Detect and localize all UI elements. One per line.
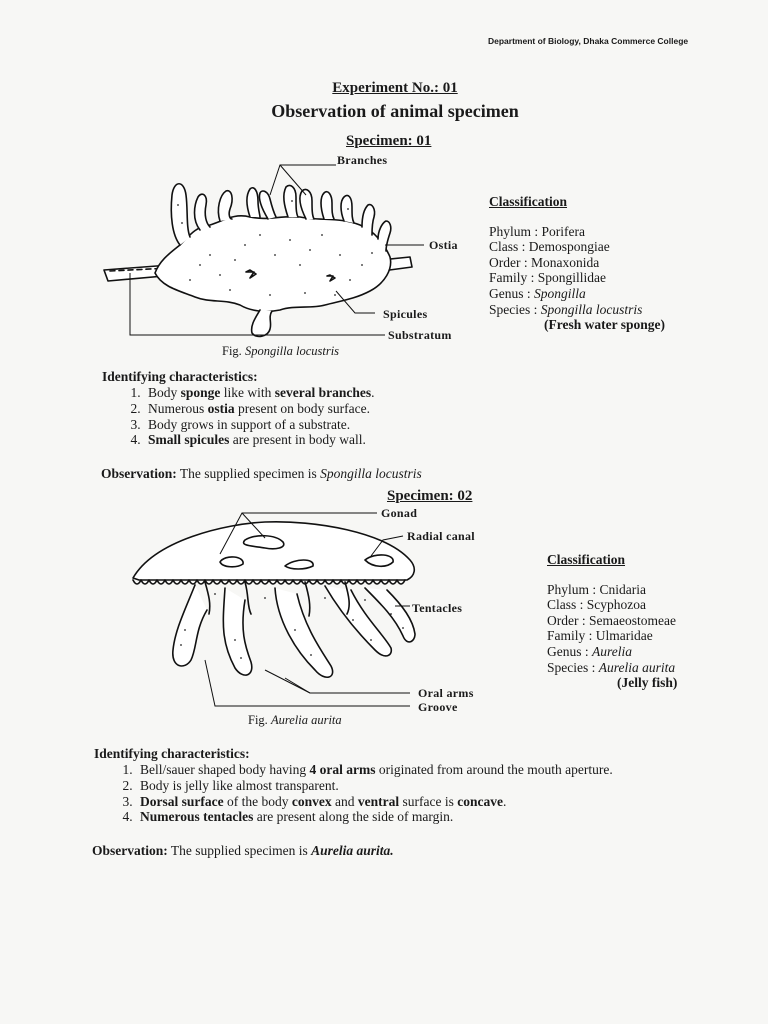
list-item: 2. Numerous ostia present on body surface.: [144, 401, 375, 417]
department-header: Department of Biology, Dhaka Commerce College: [488, 36, 689, 46]
common-name-1: (Fresh water sponge): [544, 317, 665, 333]
identifying-2-list: [94, 762, 613, 825]
identifying-1-heading: Identifying characteristics:: [102, 369, 258, 384]
species-2: Species : Aurelia aurita: [547, 659, 676, 675]
label-tentacles: Tentacles: [412, 601, 463, 615]
label-radial-canal: Radial canal: [407, 529, 475, 543]
family-2: Family : Ulmaridae: [547, 628, 653, 644]
list-item: 4. Small spicules are present in body wall.: [144, 432, 375, 448]
page-title: Observation of animal specimen: [271, 101, 519, 121]
classification-1: [489, 194, 665, 333]
figure-1-caption: Fig. Spongilla locustris: [222, 344, 340, 358]
genus-1: Genus : Spongilla: [489, 285, 586, 301]
identifying-1: [102, 369, 375, 448]
genus-2: Genus : Aurelia: [547, 643, 632, 659]
classification-1-heading: Classification: [489, 194, 568, 209]
list-item: 4. Numerous tentacles are present along the side of margin.: [136, 809, 613, 825]
label-spicules: Spicules: [383, 307, 428, 321]
figure-2-caption: Fig. Aurelia aurita: [248, 713, 342, 727]
identifying-2: [94, 746, 613, 825]
classification-2-heading: Classification: [547, 552, 626, 567]
label-gonad: Gonad: [381, 506, 418, 520]
identifying-1-list: [102, 385, 375, 448]
identifying-2-heading: Identifying characteristics:: [94, 746, 250, 761]
list-item: 1. Bell/sauer shaped body having 4 oral arms originated from around the mouth aperture.: [136, 762, 613, 778]
list-item: 2. Body is jelly like almost transparent.: [136, 778, 613, 794]
order-2: Order : Semaeostomeae: [547, 612, 676, 628]
species-1: Species : Spongilla locustris: [489, 301, 643, 317]
order-1: Order : Monaxonida: [489, 254, 600, 270]
common-name-2: (Jelly fish): [617, 675, 678, 691]
label-groove: Groove: [418, 700, 458, 714]
specimen-1-heading: Specimen: 01: [346, 133, 432, 149]
class-2: Class : Scyphozoa: [547, 597, 646, 613]
class-1: Class : Demospongiae: [489, 239, 610, 255]
observation-2: Observation: The supplied specimen is Aurelia aurita.: [92, 843, 394, 858]
label-oral-arms: Oral arms: [418, 686, 474, 700]
family-1: Family : Spongillidae: [489, 270, 606, 286]
label-branches: Branches: [337, 153, 388, 167]
experiment-number: Experiment No.: 01: [332, 80, 458, 96]
list-item: 1. Body sponge like with several branches.: [144, 385, 375, 401]
observation-1: Observation: The supplied specimen is Spongilla locustris: [101, 466, 422, 481]
phylum-2: Phylum : Cnidaria: [547, 581, 646, 597]
phylum-1: Phylum : Porifera: [489, 223, 585, 239]
label-substratum: Substratum: [388, 328, 452, 342]
list-item: 3. Body grows in support of a substrate.: [144, 417, 375, 433]
classification-2: [547, 552, 677, 691]
list-item: 3. Dorsal surface of the body convex and ventral surface is concave.: [136, 794, 613, 810]
label-ostia: Ostia: [429, 238, 458, 252]
specimen-2-heading: Specimen: 02: [387, 488, 473, 504]
